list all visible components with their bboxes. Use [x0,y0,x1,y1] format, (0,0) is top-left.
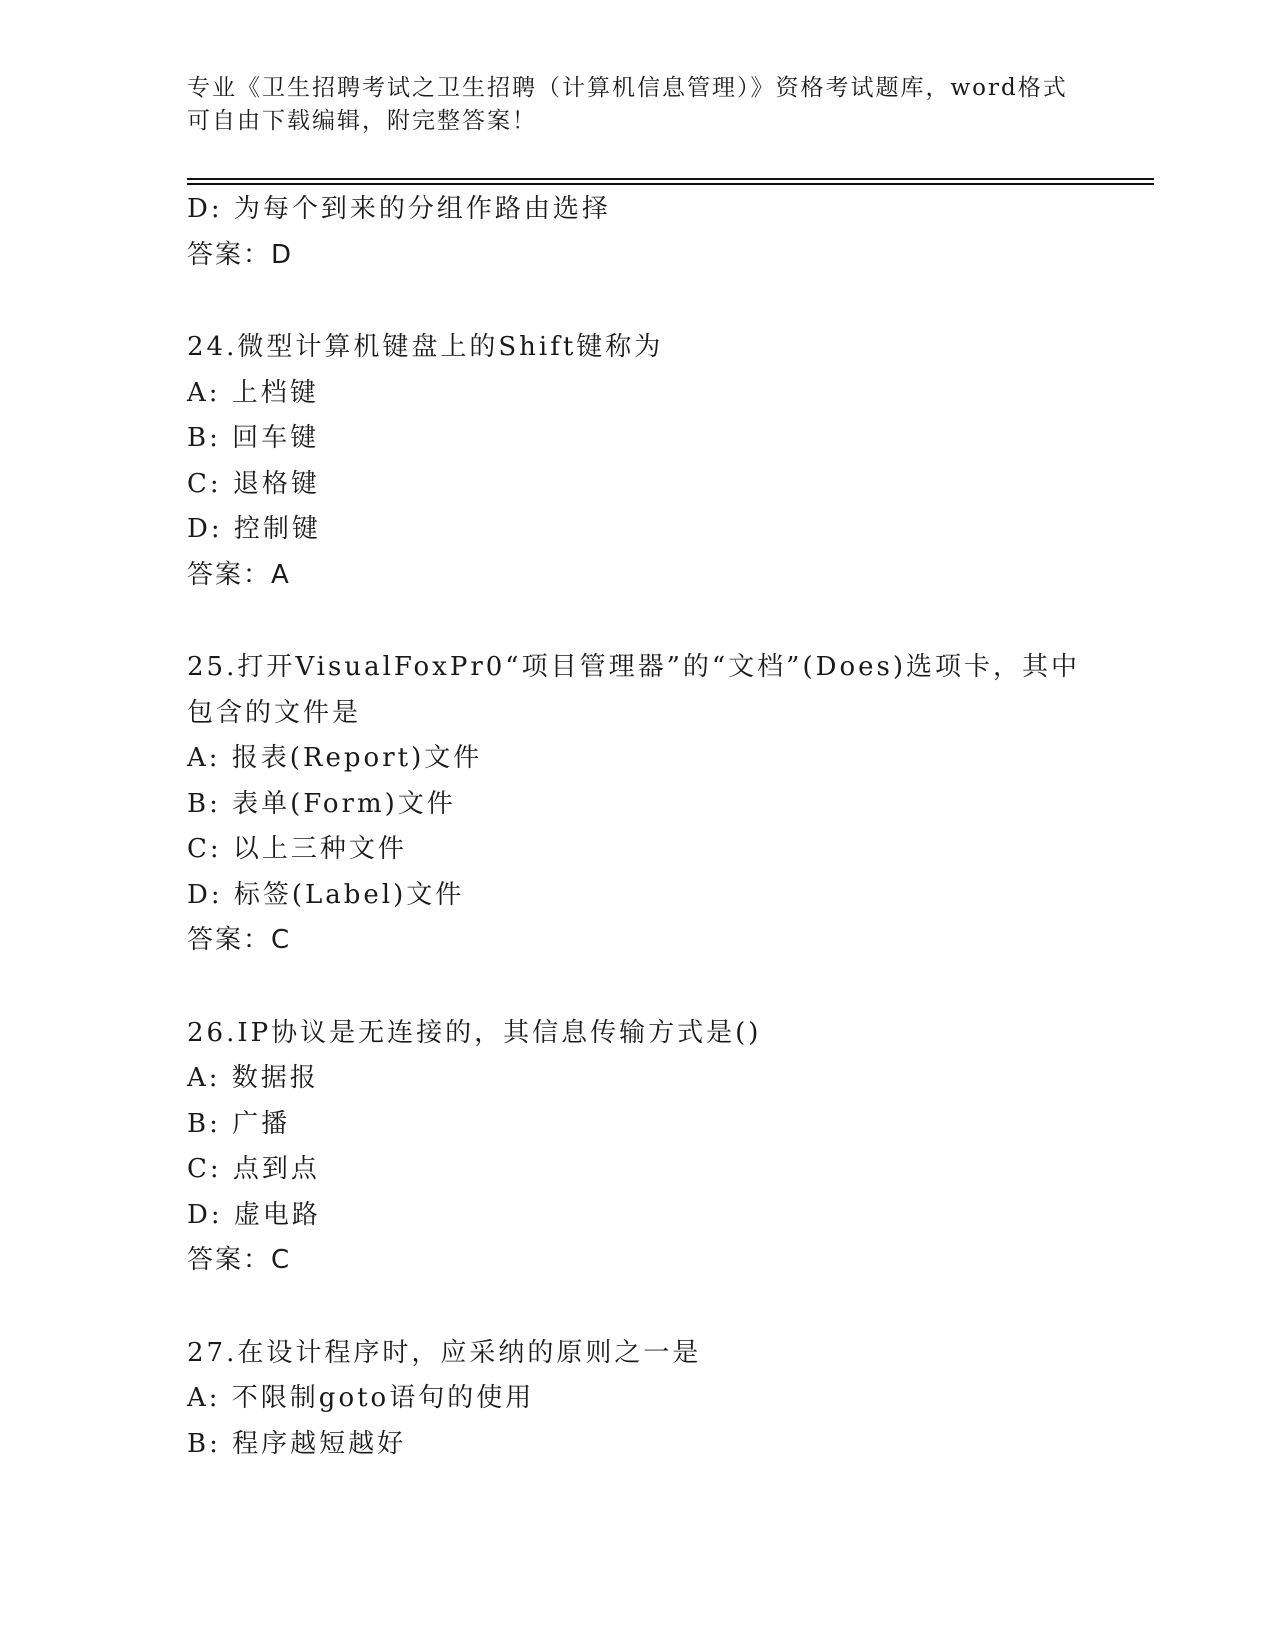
option-c: C: 点到点 [187,1154,320,1184]
question-23-continued [187,187,1087,278]
question-title: 26.IP协议是无连接的，其信息传输方式是() [187,1017,762,1048]
question-title: 24.微型计算机键盘上的Shift键称为 [187,332,664,362]
question-26 [187,1011,1087,1284]
header-divider-top [187,178,1154,180]
option-d: D: 虚电路 [187,1199,321,1230]
option-b: B: 回车键 [187,423,320,453]
answer-line: 答案：C [187,1245,292,1275]
answer-line: 答案：C [187,925,292,955]
option-a: A: 数据报 [187,1063,319,1093]
header-divider-bottom [187,183,1154,185]
option-b: B: 广播 [187,1108,291,1139]
page-header [187,72,1087,138]
question-27 [187,1331,1087,1468]
option-d: D: 标签(Label)文件 [187,879,465,910]
header-line-2: 可自由下载编辑，附完整答案！ [187,108,537,134]
option-b: B: 程序越短越好 [187,1428,407,1459]
answer-line: 答案：D [187,239,294,270]
header-line-1: 专业《卫生招聘考试之卫生招聘（计算机信息管理）》资格考试题库，word格式 [187,75,1068,101]
option-d: D: 控制键 [187,514,321,544]
question-24 [187,325,1087,598]
question-25 [187,645,1087,964]
option-d: D: 为每个到来的分组作路由选择 [187,194,611,224]
option-a: A: 不限制goto语句的使用 [187,1383,535,1413]
option-c: C: 退格键 [187,468,320,499]
question-title-continued: 包含的文件是 [187,697,362,728]
question-title: 27.在设计程序时，应采纳的原则之一是 [187,1337,702,1368]
question-title: 25.打开VisualFoxPr0“项目管理器”的“文档”(Does)选项卡，其中 [187,652,1080,682]
option-a: A: 上档键 [187,377,319,408]
answer-line: 答案：A [187,559,291,590]
option-a: A: 报表(Report)文件 [187,743,483,773]
question-list [187,187,1087,1467]
option-c: C: 以上三种文件 [187,834,407,864]
option-b: B: 表单(Form)文件 [187,788,456,819]
